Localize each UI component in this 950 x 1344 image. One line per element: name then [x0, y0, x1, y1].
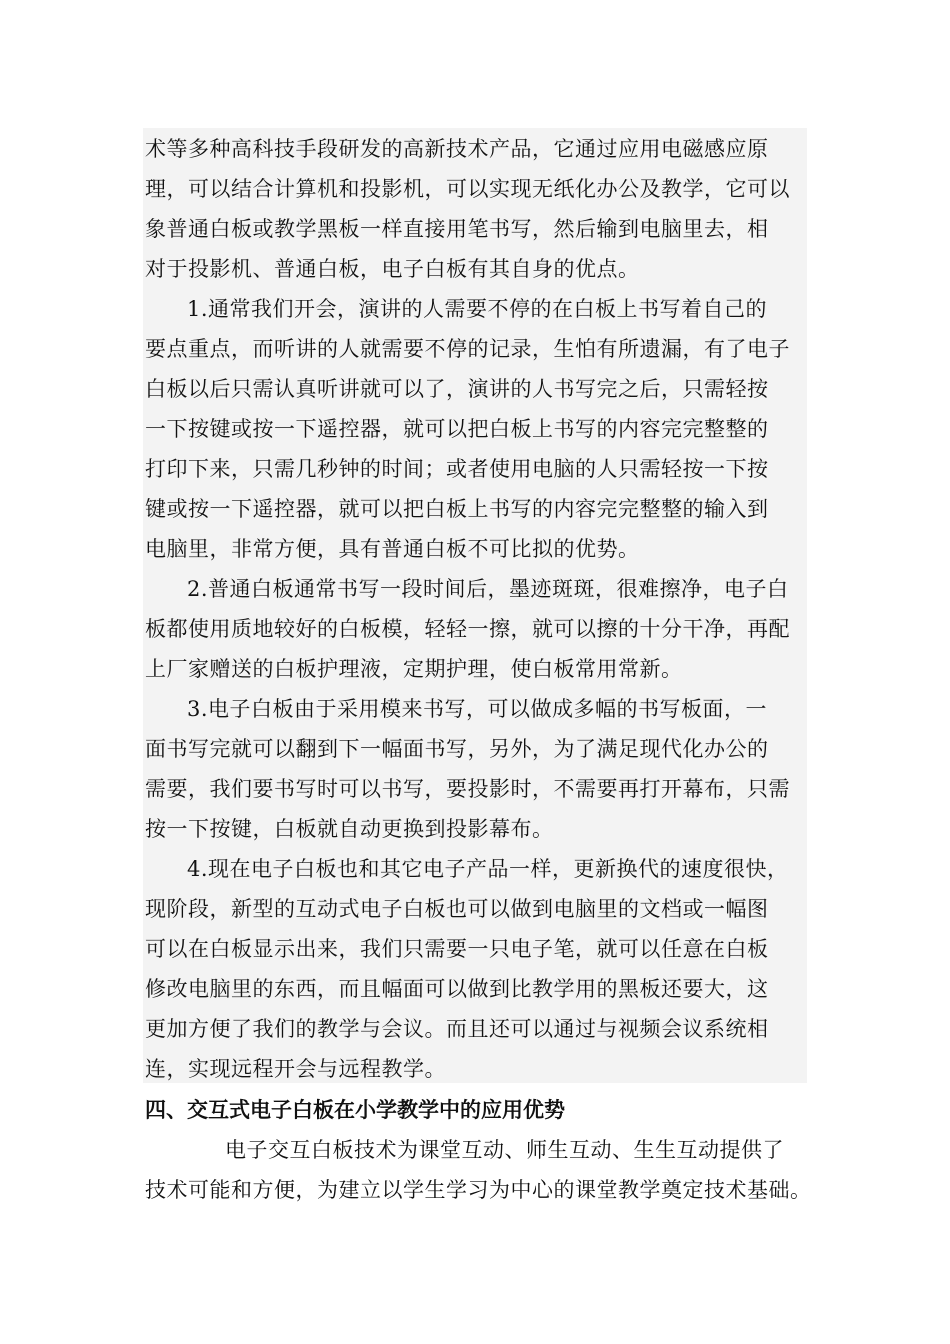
text-line: 技术可能和方便，为建立以学生学习为中心的课堂教学奠定技术基础。 [145, 1178, 812, 1202]
text-line: 打印下来，只需几秒钟的时间；或者使用电脑的人只需轻按一下按 [145, 457, 769, 481]
text-line: 按一下按键，白板就自动更换到投影幕布。 [145, 817, 554, 841]
text-line: 术等多种高科技手段研发的高新技术产品，它通过应用电磁感应原 [145, 137, 769, 161]
text-line: 要点重点，而听讲的人就需要不停的记录，生怕有所遗漏，有了电子 [145, 337, 790, 361]
section-heading: 四、交互式电子白板在小学教学中的应用优势 [145, 1098, 565, 1122]
text-line: 1.通常我们开会，演讲的人需要不停的在白板上书写着自己的 [187, 297, 768, 321]
text-line: 现阶段，新型的互动式电子白板也可以做到电脑里的文档或一幅图 [145, 897, 769, 921]
text-line: 面书写完就可以翻到下一幅面书写，另外，为了满足现代化办公的 [145, 737, 769, 761]
text-line: 2.普通白板通常书写一段时间后，墨迹斑斑，很难擦净，电子白 [187, 577, 789, 601]
text-line: 3.电子白板由于采用模来书写，可以做成多幅的书写板面，一 [187, 697, 768, 721]
text-line: 可以在白板显示出来，我们只需要一只电子笔，就可以任意在白板 [145, 937, 769, 961]
text-line: 4.现在电子白板也和其它电子产品一样，更新换代的速度很快， [187, 857, 789, 881]
text-line: 更加方便了我们的教学与会议。而且还可以通过与视频会议系统相 [145, 1017, 769, 1041]
text-line: 键或按一下遥控器，就可以把白板上书写的内容完完整整的输入到 [145, 497, 769, 521]
text-line: 板都使用质地较好的白板模，轻轻一擦，就可以擦的十分干净，再配 [145, 617, 790, 641]
text-line: 上厂家赠送的白板护理液，定期护理，使白板常用常新。 [145, 657, 683, 681]
text-line: 修改电脑里的东西，而且幅面可以做到比教学用的黑板还要大，这 [145, 977, 769, 1001]
text-line: 理，可以结合计算机和投影机，可以实现无纸化办公及教学，它可以 [145, 177, 790, 201]
text-line: 电子交互白板技术为课堂互动、师生互动、生生互动提供了 [225, 1138, 784, 1162]
text-line: 一下按键或按一下遥控器，就可以把白板上书写的内容完完整整的 [145, 417, 769, 441]
text-line: 连，实现远程开会与远程教学。 [145, 1057, 446, 1081]
text-line: 对于投影机、普通白板，电子白板有其自身的优点。 [145, 257, 640, 281]
text-line: 白板以后只需认真听讲就可以了，演讲的人书写完之后，只需轻按 [145, 377, 769, 401]
text-line: 需要，我们要书写时可以书写，要投影时，不需要再打开幕布，只需 [145, 777, 790, 801]
text-line: 电脑里，非常方便，具有普通白板不可比拟的优势。 [145, 537, 640, 561]
text-line: 象普通白板或教学黑板一样直接用笔书写，然后输到电脑里去，相 [145, 217, 769, 241]
